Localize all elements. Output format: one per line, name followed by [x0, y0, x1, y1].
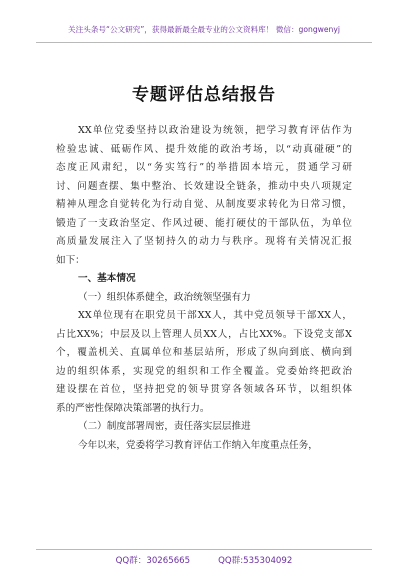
paragraph-line: 占比XX%；中层及以上管理人员XX人，占比XX%。下设党支部X [56, 328, 352, 340]
paragraph-line: 高质量发展注入了坚韧持久的动力与秩序。现将有关情况汇报 [56, 236, 352, 247]
footer [0, 554, 408, 566]
paragraph-line: 建设摆在首位，坚持把党的领导贯穿各领域各环节，以组织体 [56, 384, 352, 395]
paragraph-line: 锻造了一支政治坚定、作风过硬、能打硬仗的干部队伍，为单位 [56, 217, 352, 229]
document-title: 专题评估总结报告 [132, 85, 276, 105]
subsection-heading: （二）制度部署周密，责任落实层层推进 [78, 421, 251, 432]
paragraph-line: 今年以来，党委将学习教育评估工作纳入年度重点任务， [78, 439, 318, 451]
document-body [56, 122, 352, 455]
paragraph-line: 讨、问题查摆、集中整治、长效建设全链条，推动中央八项规定 [56, 180, 352, 192]
paragraph-line: XX单位党委坚持以政治建设为统领，把学习教育评估作为 [78, 125, 352, 136]
header-banner: 关注头条号“公文研究”，获得最新最全最专业的公文资料库！ 微信：gongwenyj [68, 25, 340, 34]
footer-divider [36, 549, 372, 550]
paragraph-line: 精神从理念自觉转化为行动自觉、从制度要求转化为日常习惯， [56, 199, 352, 210]
header-divider [36, 42, 372, 43]
paragraph-line: 检验忠诚、砥砺作风、提升效能的政治考场，以“动真碰硬”的 [56, 143, 352, 155]
paragraph-line: 边的组织体系，实现党的组织和工作全覆盖。党委始终把政治 [56, 365, 352, 377]
paragraph-line: 态度正风肃纪，以“务实笃行”的举措固本培元，贯通学习研 [56, 162, 352, 173]
subsection-heading: （一）组织体系健全，政治统领坚强有力 [78, 291, 251, 303]
paragraph-line: 如下： [56, 254, 85, 266]
paragraph-line: 系的严密性保障决策部署的执行力。 [56, 402, 210, 414]
footer-qq-group-1: QQ群：30265665 [115, 556, 191, 566]
paragraph-line: XX单位现有在职党员干部XX人，其中党员领导干部XX人， [78, 310, 352, 321]
section-heading: 一、基本情况 [78, 273, 136, 284]
footer-qq-group-2: QQ群:535304092 [218, 556, 293, 566]
paragraph-line: 个，覆盖机关、直属单位和基层站所，形成了纵向到底、横向到 [56, 347, 352, 358]
